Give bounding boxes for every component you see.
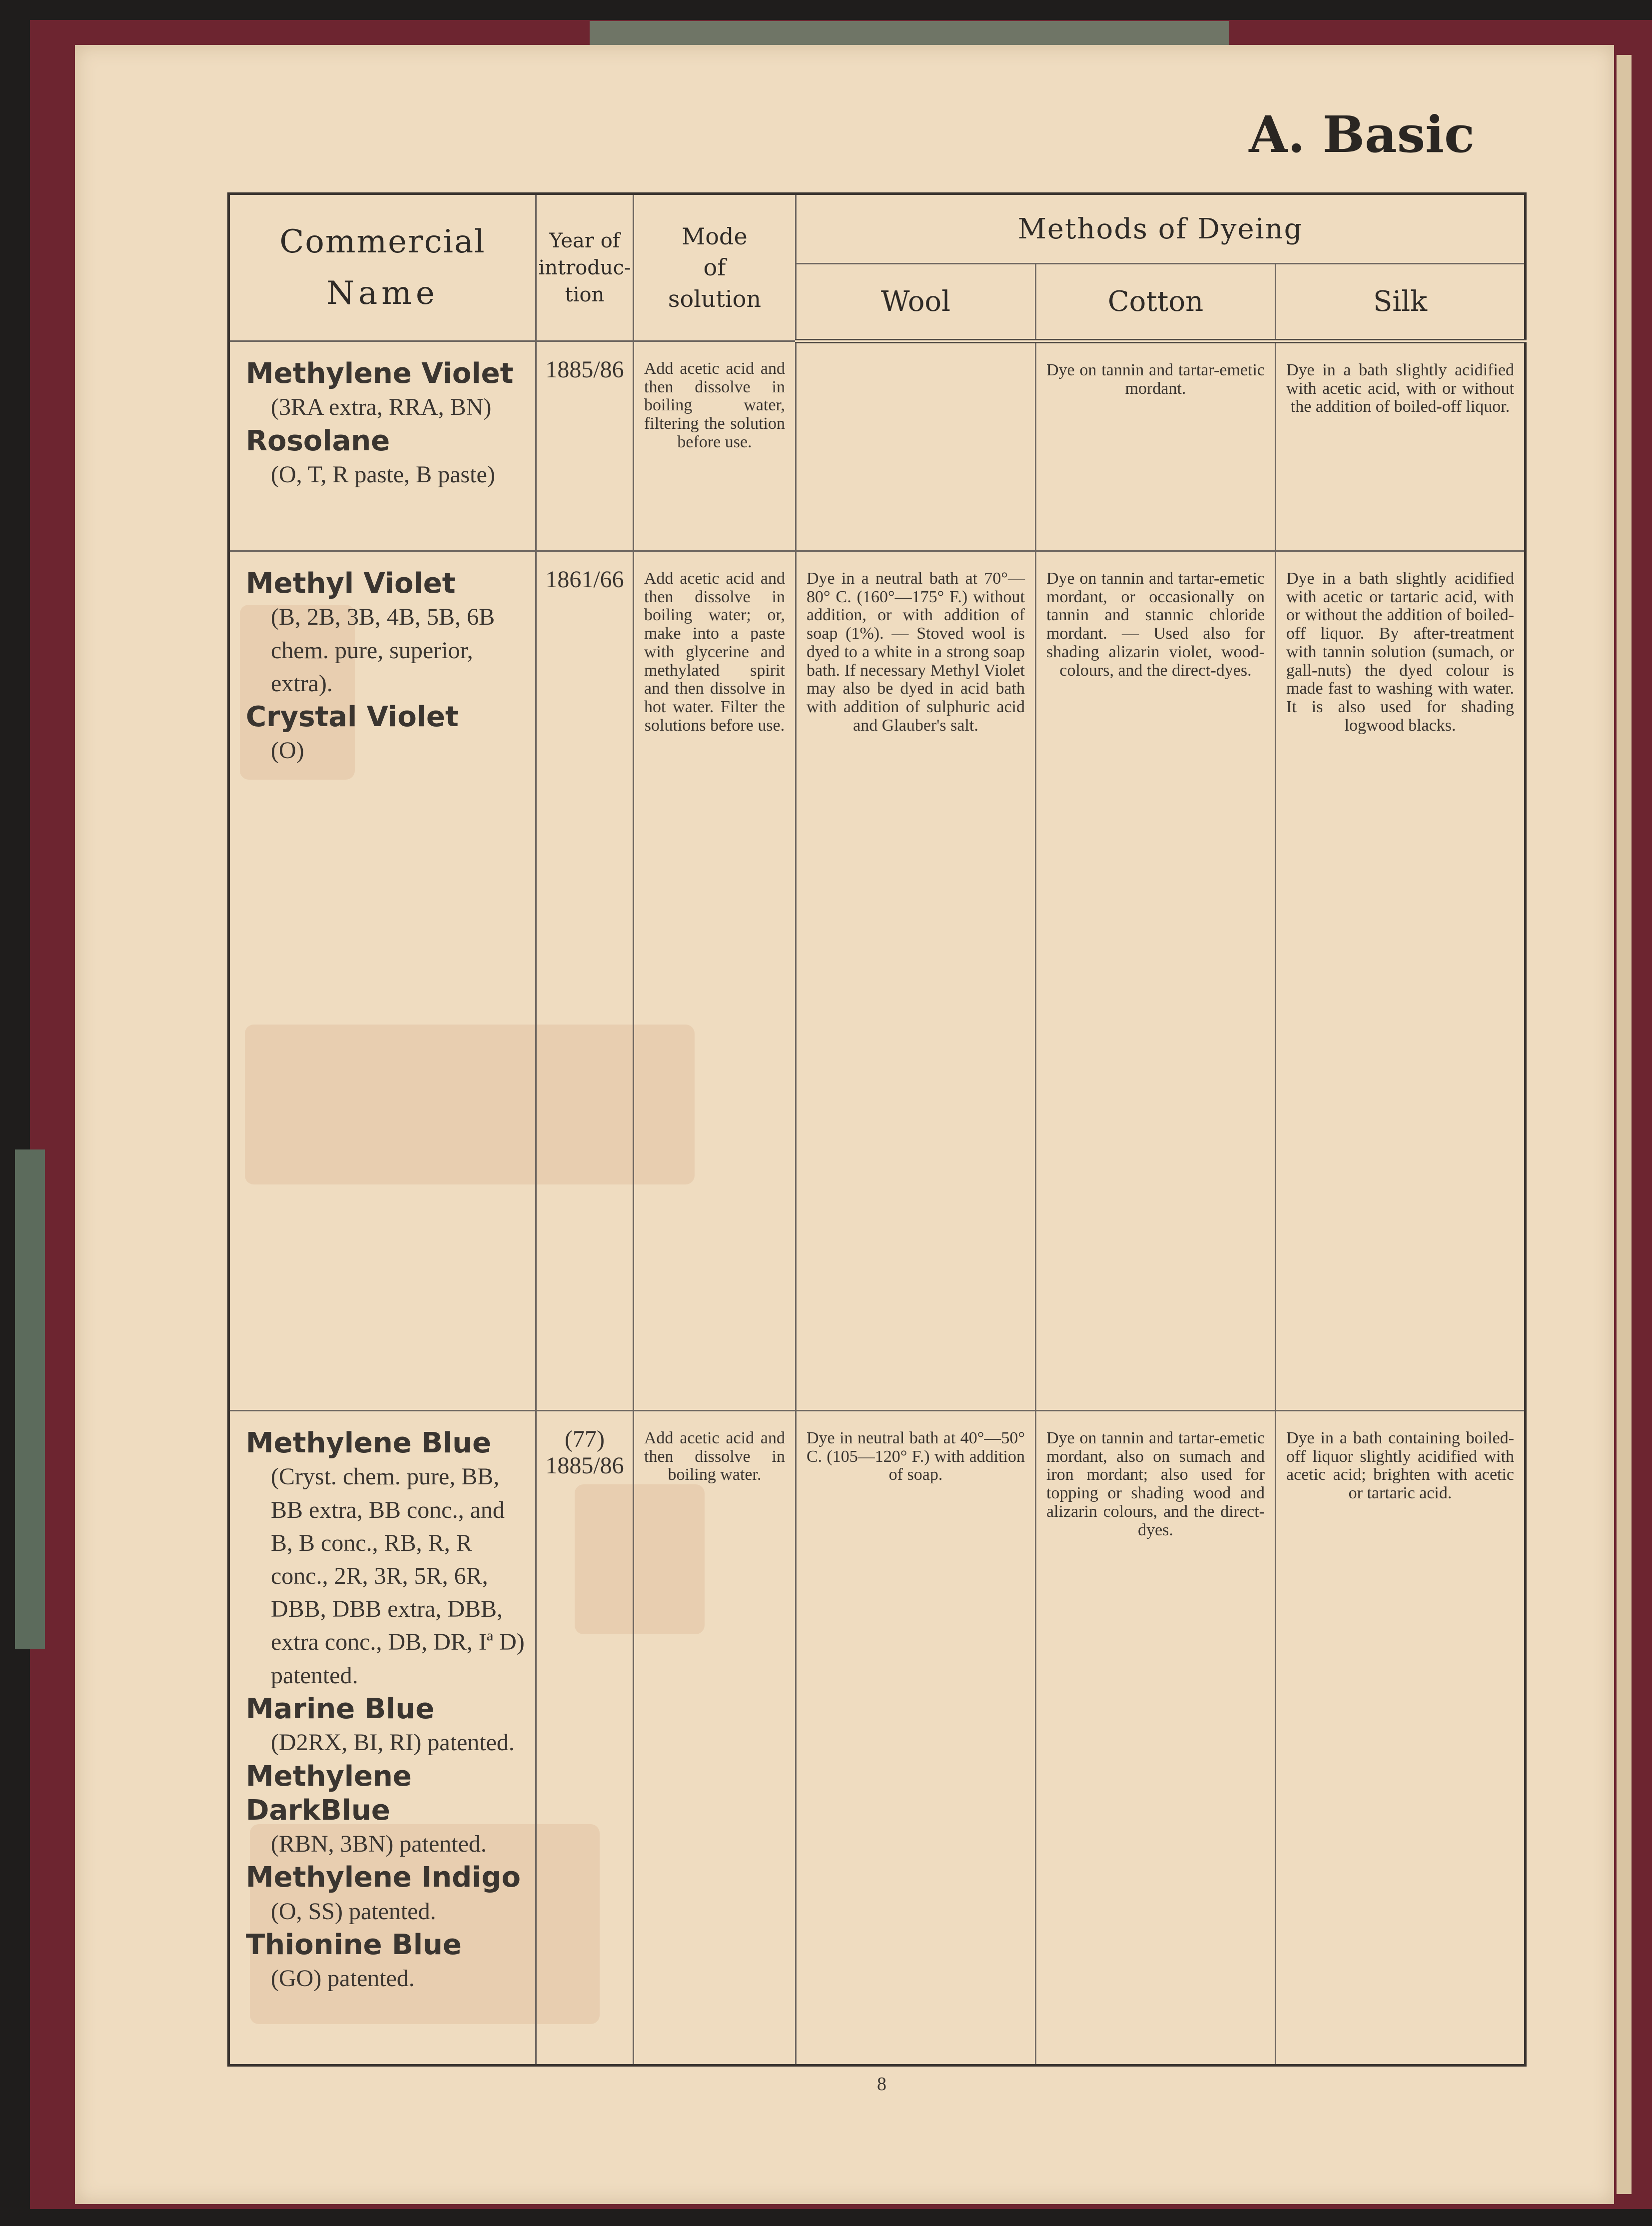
cover-cloth-band-left bbox=[15, 1149, 45, 1649]
dye-variants: (O) bbox=[271, 737, 304, 764]
dye-name: Thionine Blue bbox=[246, 1928, 462, 1961]
mode-cell: Add acetic acid and then dissolve in boiling water, filtering the solution before use. bbox=[634, 341, 796, 551]
commercial-name-cell bbox=[229, 1411, 536, 2066]
dye-name: Methylene Indigo bbox=[246, 1861, 521, 1894]
cotton-cell: Dye on tannin and tartar-emetic mordant. bbox=[1036, 341, 1276, 551]
header-mode-line-1: Mode bbox=[682, 223, 748, 250]
silk-cell: Dye in a bath slightly acidified with acetic acid, with or without the addition of boiled-off liquor. bbox=[1276, 341, 1526, 551]
header-year-line-2: introduc- bbox=[538, 256, 631, 279]
dye-variants: (O, SS) patented. bbox=[271, 1898, 436, 1925]
dye-variants: (Cryst. chem. pure, BB, BB extra, BB conc., and B, B conc., RB, R, R conc., 2R, 3R, 5R, 6R, DBB, DBB extra, DBB, extra conc., DB, DR, Iª D) patented. bbox=[271, 1463, 525, 1689]
header-cotton: Cotton bbox=[1036, 264, 1276, 341]
dye-name: Rosolane bbox=[246, 424, 390, 457]
wool-cell: Dye in neutral bath at 40°—50° C. (105—120° F.) with addition of soap. bbox=[796, 1411, 1036, 2066]
dye-variants: (D2RX, BI, RI) patented. bbox=[271, 1729, 515, 1756]
dye-name: Marine Blue bbox=[246, 1692, 435, 1725]
dye-name: Crystal Violet bbox=[246, 701, 459, 734]
year-value: 1885/86 bbox=[545, 1452, 624, 1479]
table-row bbox=[229, 1411, 1526, 2066]
commercial-name-cell bbox=[229, 341, 536, 551]
header-year bbox=[536, 194, 634, 341]
section-heading: A. Basic bbox=[1249, 105, 1475, 164]
cotton-cell: Dye on tannin and tartar-emetic mordant, also on sumach and iron mordant; also used for topping or shading wood and alizarin colours, and the direct-dyes. bbox=[1036, 1411, 1276, 2066]
header-commercial-name-line-2: Name bbox=[326, 274, 439, 312]
dye-name: Methylene DarkBlue bbox=[246, 1760, 412, 1827]
dye-variants: (O, T, R paste, B paste) bbox=[271, 461, 495, 488]
dye-name: Methylene Violet bbox=[246, 357, 514, 390]
silk-cell: Dye in a bath containing boiled-off liquor slightly acidified with acetic acid; brighten with acetic or tartaric acid. bbox=[1276, 1411, 1526, 2066]
cotton-cell: Dye on tannin and tartar-emetic mordant, or occasionally on tannin and stannic chloride mordant. — Used also for shading alizarin violet, wood-colours, and the direct-dyes. bbox=[1036, 551, 1276, 1411]
header-mode-line-3: solution bbox=[668, 285, 762, 312]
header-mode bbox=[634, 194, 796, 341]
year-value: (77) bbox=[565, 1426, 605, 1452]
year-cell bbox=[536, 551, 634, 1411]
dye-variants: (B, 2B, 3B, 4B, 5B, 6B chem. pure, superior, extra). bbox=[271, 604, 495, 697]
header-commercial-name-line-1: Commercial bbox=[279, 223, 486, 261]
page-number: 8 bbox=[877, 2074, 886, 2095]
table-row bbox=[229, 551, 1526, 1411]
wool-cell bbox=[796, 341, 1036, 551]
year-cell bbox=[536, 341, 634, 551]
commercial-name-cell bbox=[229, 551, 536, 1411]
dye-variants: (3RA extra, RRA, BN) bbox=[271, 394, 492, 421]
dye-name: Methylene Blue bbox=[246, 1427, 492, 1459]
mode-cell: Add acetic acid and then dissolve in boiling water; or, make into a paste with glycerine and methylated spirit and then dissolve in hot water. Filter the solutions before use. bbox=[634, 551, 796, 1411]
table-row bbox=[229, 341, 1526, 551]
wool-cell: Dye in a neutral bath at 70°—80° C. (160°—175° F.) without addition, or with addition of soap (1%). — Stoved wool is dyed to a white in a strong soap bath. If necessary Methyl Violet may also be dyed in acid bath with addition of sulphuric acid and Glauber's salt. bbox=[796, 551, 1036, 1411]
dye-variants: (RBN, 3BN) patented. bbox=[271, 1831, 487, 1858]
header-commercial-name bbox=[229, 194, 536, 341]
header-silk: Silk bbox=[1276, 264, 1526, 341]
header-wool: Wool bbox=[796, 264, 1036, 341]
page-edge bbox=[1617, 55, 1632, 2194]
dye-name: Methyl Violet bbox=[246, 567, 456, 600]
dye-table bbox=[227, 192, 1527, 2067]
year-value: 1885/86 bbox=[545, 356, 624, 383]
silk-cell: Dye in a bath slightly acidified with acetic or tartaric acid, with or without the addition of boiled-off liquor. By after-treatment with tannin solution (sumach, or gall-nuts) the dyed colour is made fast to washing with water. It is also used for shading logwood blacks. bbox=[1276, 551, 1526, 1411]
year-cell bbox=[536, 1411, 634, 2066]
mode-cell: Add acetic acid and then dissolve in boiling water. bbox=[634, 1411, 796, 2066]
header-year-line-3: tion bbox=[565, 283, 605, 306]
header-mode-line-2: of bbox=[703, 254, 726, 281]
year-value: 1861/66 bbox=[545, 566, 624, 593]
header-methods: Methods of Dyeing bbox=[796, 194, 1526, 264]
dye-variants: (GO) patented. bbox=[271, 1965, 415, 1992]
header-year-line-1: Year of bbox=[549, 229, 620, 252]
